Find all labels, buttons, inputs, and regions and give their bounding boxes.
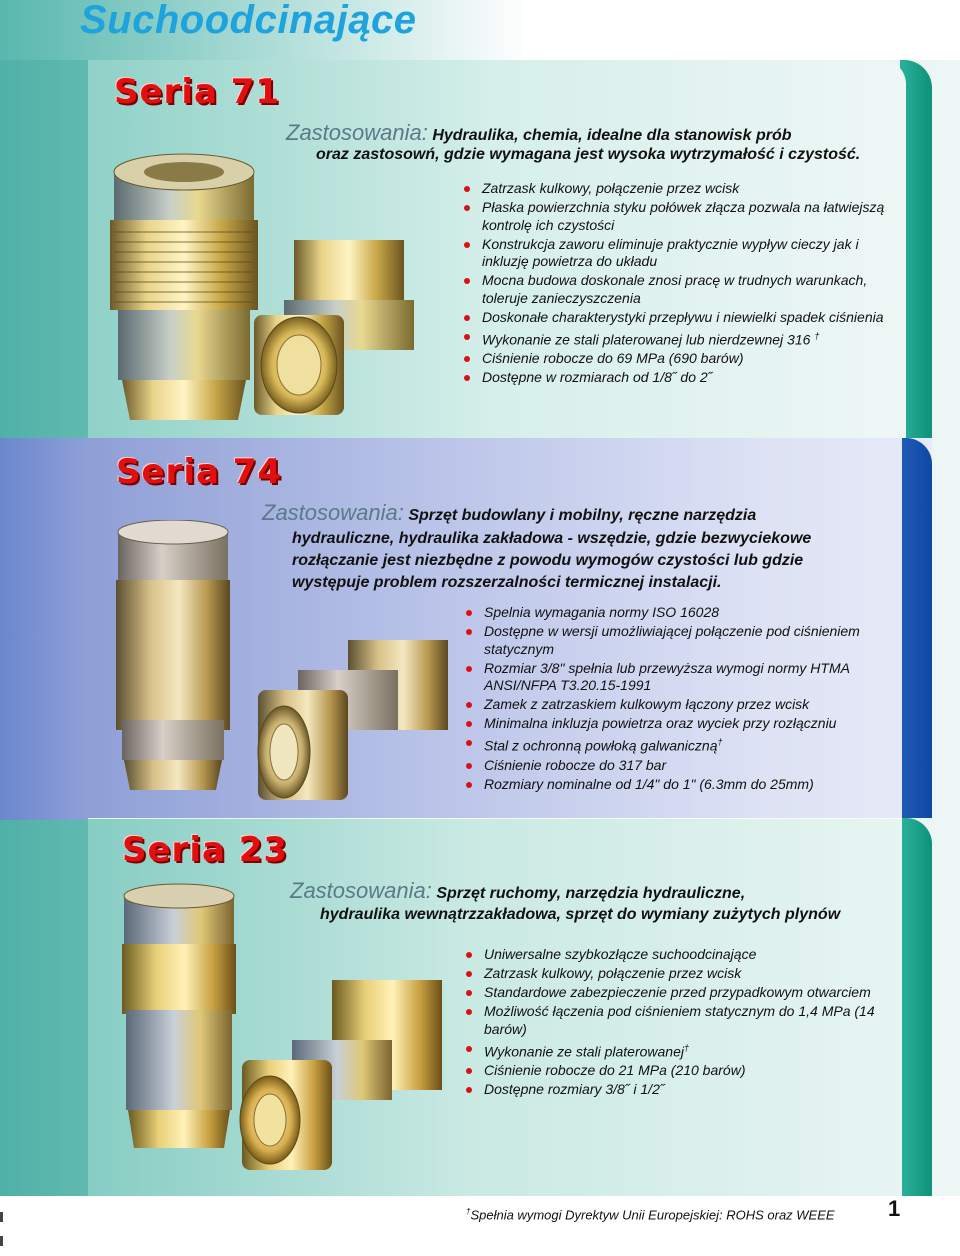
- series74-application-text-2: hydrauliczne, hydraulika zakładowa - wszędzie, gdzie bezwyciekowe: [292, 530, 812, 547]
- list-item: Doskonałe charakterystyki przepływu i niewielki spadek ciśnienia: [462, 309, 902, 327]
- footnote-dagger: †: [466, 1207, 471, 1216]
- list-item: Rozmiar 3/8" spełnia lub przewyższa wymogi normy HTMA ANSI/NFPA T3.20.15-1991: [464, 660, 904, 695]
- series23-application-text-2: hydraulika wewnątrzzakładowa, sprzęt do wymiany zużytych plynów: [320, 906, 841, 923]
- list-item-text: Wykonanie ze stali platerowanej lub nierdzewnej 316: [482, 331, 811, 348]
- series23-coupling-image: [112, 880, 462, 1180]
- dagger-mark: †: [814, 330, 820, 341]
- list-item: [464, 1040, 904, 1061]
- list-item: Płaska powierzchnia styku połówek złącza pozwala na łatwiejszą kontrolę ich czystości: [462, 199, 902, 234]
- series23-application-text: Sprzęt ruchomy, narzędzia hydrauliczne,: [436, 885, 746, 902]
- series74-application-lead: Zastosowania:: [262, 500, 404, 525]
- page-title: Suchoodcinające: [80, 0, 417, 42]
- footnote-text: Spełnia wymogi Dyrektyw Unii Europejskiej: ROHS oraz WEEE: [470, 1207, 835, 1223]
- series71-feature-list: [462, 180, 902, 388]
- series71-coupling-image: [104, 150, 464, 430]
- list-item: Możliwość łączenia pod ciśnieniem statycznym do 1,4 MPa (14 barów): [464, 1003, 904, 1038]
- list-item: Ciśnienie robocze do 21 MPa (210 barów): [464, 1062, 904, 1080]
- list-item: Zamek z zatrzaskiem kulkowym łączony przez wcisk: [464, 696, 904, 714]
- list-item: Minimalna inkluzja powietrza oraz wyciek przy rozłączniu: [464, 715, 904, 733]
- list-item: Uniwersalne szybkozłącze suchoodcinające: [464, 946, 904, 964]
- series74-application-text-4: występuje problem rozszerzalności termicznej instalacji.: [292, 574, 722, 591]
- crop-mark: [0, 1236, 3, 1246]
- list-item: Zatrzask kulkowy, połączenie przez wcisk: [464, 965, 904, 983]
- section-divider: [88, 818, 902, 819]
- list-item: [462, 328, 902, 349]
- series71-application-text: Hydraulika, chemia, idealne dla stanowisk prób: [432, 127, 792, 144]
- list-item: Ciśnienie robocze do 69 MPa (690 barów): [462, 350, 902, 368]
- series74-feature-list: [464, 604, 904, 795]
- page-number: 1: [888, 1196, 901, 1221]
- series23-feature-list: [464, 946, 904, 1100]
- list-item: Dostępne w wersji umożliwiającej połączenie pod ciśnieniem statycznym: [464, 623, 904, 658]
- crop-mark: [0, 1212, 3, 1222]
- list-item: Standardowe zabezpieczenie przed przypadkowym otwarciem: [464, 984, 904, 1002]
- series74-panel-edge: [902, 438, 932, 820]
- series71-application-text-2: oraz zastosowń, gdzie wymagana jest wysoka wytrzymałość i czystość.: [316, 146, 861, 163]
- list-item: Zatrzask kulkowy, połączenie przez wcisk: [462, 180, 902, 198]
- footer-band: [0, 1196, 960, 1256]
- dagger-mark: †: [684, 1042, 690, 1053]
- dagger-mark: †: [717, 737, 723, 747]
- series71-application-lead: Zastosowania:: [286, 120, 428, 145]
- series23-application-lead: Zastosowania:: [290, 878, 432, 903]
- list-item-text: Wykonanie ze stali platerowanej: [484, 1043, 684, 1060]
- list-item: Mocna budowa doskonale znosi pracę w trudnych warunkach, toleruje zanieczyszczenia: [462, 272, 902, 307]
- series71-title: Seria 71: [114, 72, 281, 112]
- list-item: [464, 734, 904, 755]
- list-item: Dostępne w rozmiarach od 1/8˝ do 2˝: [462, 369, 902, 387]
- series74-title: Seria 74: [116, 452, 283, 492]
- series23-panel-edge: [902, 818, 932, 1196]
- series74-coupling-image: [108, 520, 468, 810]
- list-item: Ciśnienie robocze do 317 bar: [464, 757, 904, 775]
- list-item: Rozmiary nominalne od 1/4" do 1" (6.3mm do 25mm): [464, 776, 904, 794]
- series23-title: Seria 23: [122, 830, 289, 870]
- list-item: Konstrukcja zaworu eliminuje praktycznie wypływ cieczy jak i inkluzję powietrza do układu: [462, 236, 902, 271]
- list-item: Spelnia wymagania normy ISO 16028: [464, 604, 904, 622]
- series74-application-text: Sprzęt budowlany i mobilny, ręczne narzędzia: [408, 507, 757, 524]
- footnote: [466, 1207, 835, 1222]
- series74-application-text-3: rozłączanie jest niezbędne z powodu wymogów czystości lub gdzie: [292, 552, 804, 569]
- series74-left-band: [0, 438, 88, 820]
- list-item-text: Stal z ochronną powłoką galwaniczną: [484, 737, 718, 754]
- list-item: Dostępne rozmiary 3/8˝ i 1/2˝: [464, 1081, 904, 1099]
